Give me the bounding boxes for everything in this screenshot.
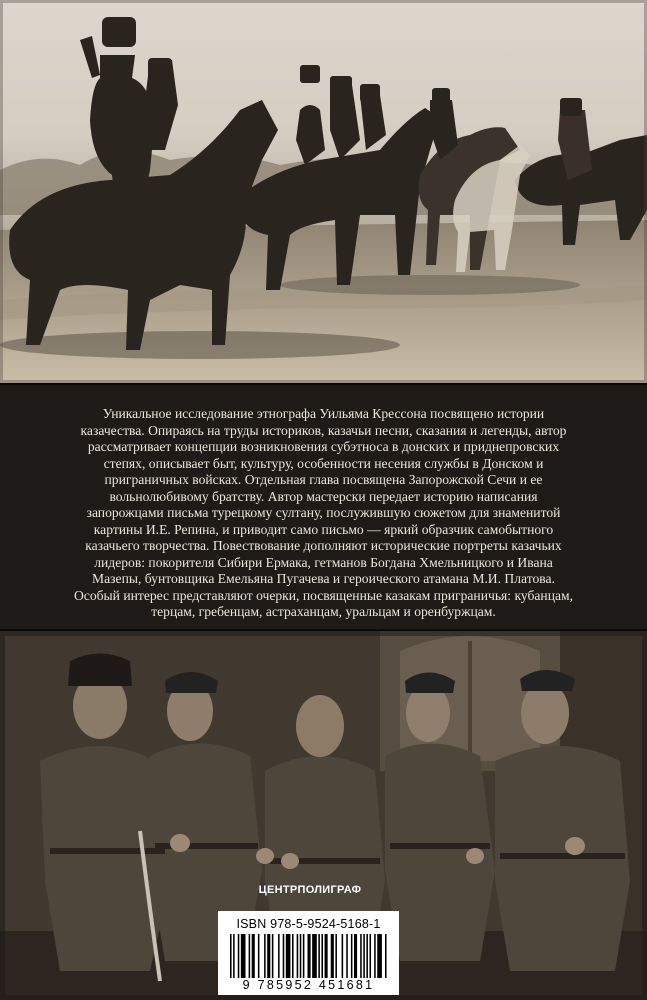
book-annotation bbox=[22, 406, 625, 621]
barcode-bar bbox=[241, 934, 246, 978]
annotation-line: лидеров: покорителя Сибири Ермака, гетманов Богдана Хмельницкого и Ивана bbox=[94, 554, 553, 570]
barcode-bar bbox=[374, 934, 376, 978]
barcode-bar bbox=[366, 934, 368, 978]
annotation-line: рассматривает концепции возникновения субэтноса в донских и приднепровских bbox=[87, 439, 560, 454]
annotation-line: приграничных войсках. Отдельная глава посвящена Запорожской Сечи и ее bbox=[104, 472, 543, 487]
barcode-bar bbox=[335, 934, 337, 978]
barcode-bar bbox=[252, 934, 255, 978]
annotation-line: Особый интерес представляют очерки, посвященные казакам приграничья: кубанцам, bbox=[73, 587, 574, 603]
barcode-bar bbox=[267, 934, 270, 978]
barcode-bars bbox=[230, 934, 387, 978]
barcode-bar bbox=[303, 934, 305, 978]
ean-digits: 9 785952 451681 bbox=[242, 978, 375, 992]
barcode-bar bbox=[346, 934, 348, 978]
barcode-bar bbox=[233, 934, 235, 978]
barcode-bar bbox=[312, 934, 317, 978]
barcode-bar bbox=[318, 934, 320, 978]
barcode-bar bbox=[292, 934, 294, 978]
annotation-line: картины И.Е. Репина, и приводит само письмо — яркий образчик самобытного bbox=[93, 521, 554, 537]
barcode-bar bbox=[300, 934, 302, 978]
barcode-bar bbox=[351, 934, 353, 978]
barcode-bar bbox=[238, 934, 240, 978]
publisher-logo: ЦЕНТРПОЛИГРАФ bbox=[258, 884, 362, 896]
barcode-bar bbox=[272, 934, 274, 978]
barcode-bar bbox=[377, 934, 382, 978]
annotation-line: вольнолюбивому братству. Автор мастерски передает историю написания bbox=[109, 488, 538, 504]
barcode-bar bbox=[342, 934, 344, 978]
barcode-bar bbox=[360, 934, 362, 978]
barcode-bar bbox=[363, 934, 365, 978]
barcode-bar bbox=[325, 934, 328, 978]
isbn-number: ISBN 978-5-9524-5168-1 bbox=[236, 917, 381, 931]
annotation-panel bbox=[0, 383, 647, 631]
barcode-bar bbox=[321, 934, 323, 978]
barcode-bar bbox=[354, 934, 357, 978]
barcode-bar bbox=[249, 934, 251, 978]
barcode-bar bbox=[230, 934, 232, 978]
barcode-bar bbox=[283, 934, 285, 978]
annotation-line: казачьего творчества. Повествование дополняют исторические портреты казачьих bbox=[85, 538, 562, 553]
barcode-bar bbox=[286, 934, 291, 978]
annotation-line: Уникальное исследование этнографа Уильяма Крессона посвящено истории bbox=[102, 406, 545, 421]
barcode-bar bbox=[297, 934, 299, 978]
barcode-bar bbox=[258, 934, 260, 978]
annotation-line: терцам, гребенцам, астраханцам, уральцам и оренбуржцам. bbox=[151, 604, 496, 619]
barcode-bar bbox=[264, 934, 266, 978]
barcode-bar bbox=[385, 934, 387, 978]
barcode-bar bbox=[308, 934, 311, 978]
cavalry-photo bbox=[0, 0, 647, 383]
annotation-line: казачества. Опираясь на труды историков, казачьи песни, сказания и легенды, автор bbox=[80, 422, 567, 438]
barcode-bar bbox=[370, 934, 372, 978]
annotation-line: степях, описывает быт, культуру, особенности несения службы в Донском и bbox=[103, 455, 544, 471]
annotation-line: запорожцами письма турецкому султану, послужившую сюжетом для знаменитой bbox=[86, 505, 561, 520]
barcode-bar bbox=[278, 934, 280, 978]
annotation-line: Мазепы, бунтовщика Емельяна Пугачева и героического атамана М.И. Платова. bbox=[92, 571, 555, 586]
isbn-barcode bbox=[218, 911, 399, 995]
barcode-bar bbox=[331, 934, 334, 978]
